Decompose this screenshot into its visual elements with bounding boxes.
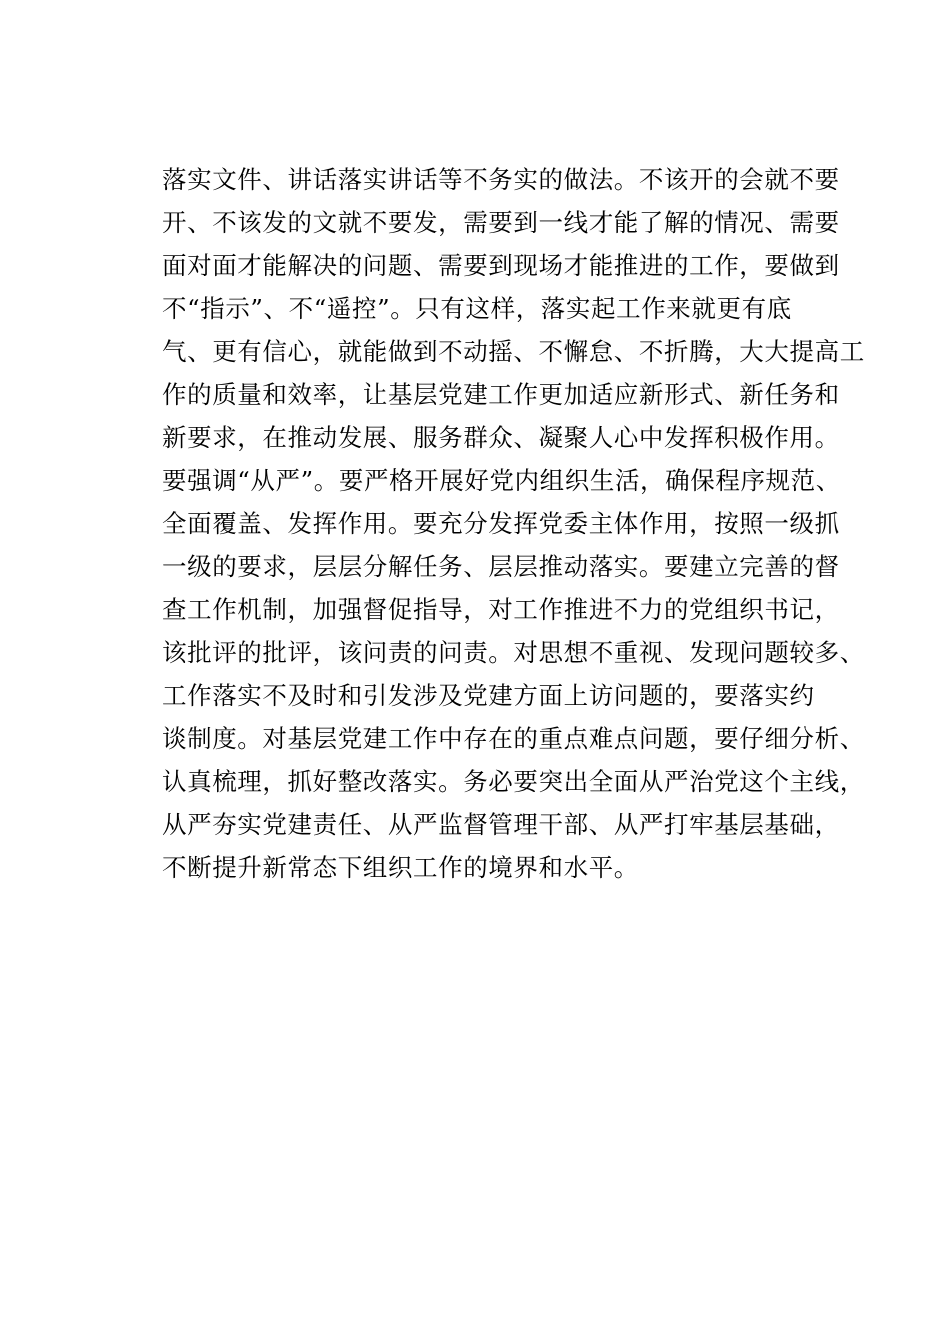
text-line: 查工作机制，加强督促指导，对工作推进不力的党组织书记，	[162, 595, 840, 624]
text-line: 谈制度。对基层党建工作中存在的重点难点问题，要仔细分析、	[162, 724, 865, 753]
text-line: 全面覆盖、发挥作用。要充分发挥党委主体作用，按照一级抓	[162, 509, 840, 538]
text-line: 作的质量和效率，让基层党建工作更加适应新形式、新任务和	[162, 380, 840, 409]
text-line: 工作落实不及时和引发涉及党建方面上访问题的，要落实约	[162, 681, 815, 710]
text-line: 要强调“从严”。要严格开展好党内组织生活，确保程序规范、	[162, 466, 841, 495]
text-line: 该批评的批评，该问责的问责。对思想不重视、发现问题较多、	[162, 638, 865, 667]
text-line: 新要求，在推动发展、服务群众、凝聚人心中发挥积极作用。	[162, 423, 840, 452]
text-line: 不断提升新常态下组织工作的境界和水平。	[162, 853, 639, 882]
body-text	[162, 158, 865, 889]
text-line: 开、不该发的文就不要发，需要到一线才能了解的情况、需要	[162, 208, 840, 237]
text-line: 面对面才能解决的问题、需要到现场才能推进的工作，要做到	[162, 251, 840, 280]
text-line: 气、更有信心，就能做到不动摇、不懈怠、不折腾，大大提高工	[162, 337, 865, 366]
text-line: 从严夯实党建责任、从严监督管理干部、从严打牢基层基础，	[162, 810, 840, 839]
text-line: 一级的要求，层层分解任务、层层推动落实。要建立完善的督	[162, 552, 840, 581]
text-line: 不“指示”、不“遥控”。只有这样，落实起工作来就更有底	[162, 294, 792, 323]
text-line: 落实文件、讲话落实讲话等不务实的做法。不该开的会就不要	[162, 165, 840, 194]
text-line: 认真梳理，抓好整改落实。务必要突出全面从严治党这个主线，	[162, 767, 865, 796]
